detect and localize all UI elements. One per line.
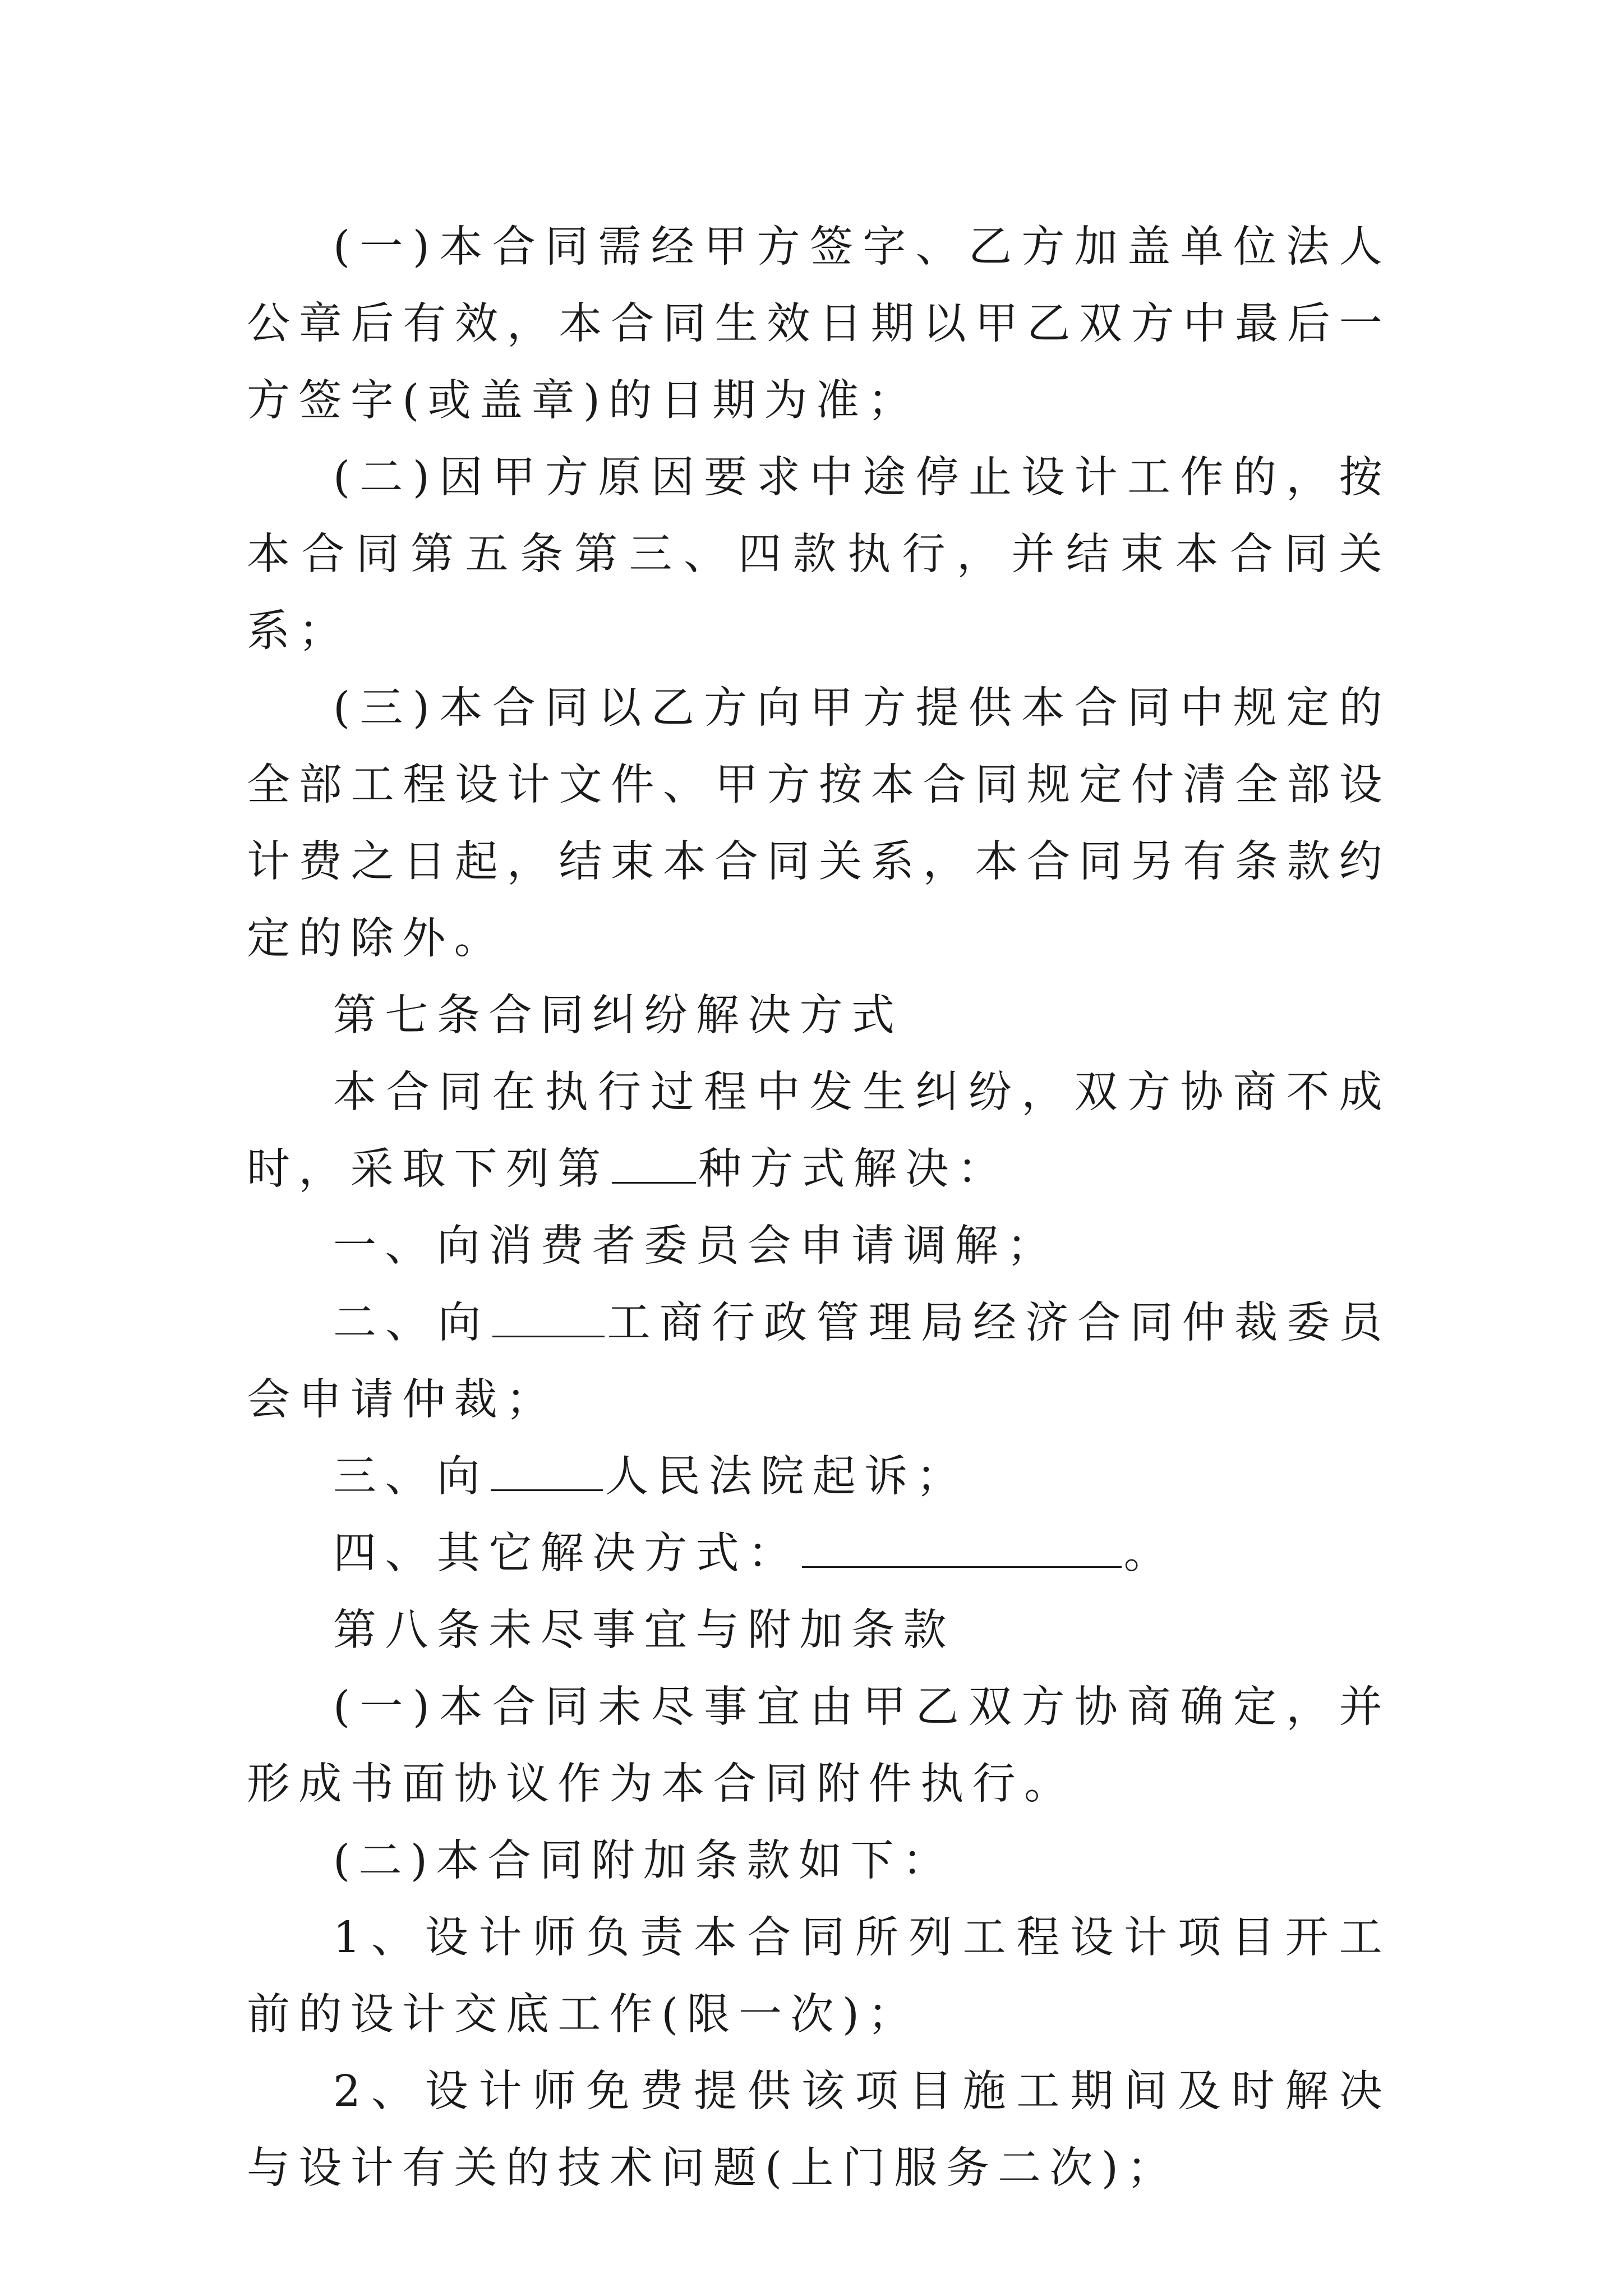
- text-run: 工商行政管理局经济合同仲裁委员会申请仲裁；: [247, 1298, 1391, 1425]
- text-run: 人民法院起诉；: [605, 1452, 969, 1502]
- clause-paragraph: 1、设计师负责本合同所列工程设计项目开工前的设计交底工作(限一次)；: [247, 1913, 1391, 2040]
- clause-paragraph: [247, 1054, 1391, 1208]
- fill-in-blank: [612, 1141, 696, 1184]
- text-run: 四、其它解决方式：: [333, 1529, 800, 1579]
- section-heading-article-7: 第七条合同纠纷解决方式: [333, 991, 903, 1041]
- text-run: 。: [1123, 1529, 1176, 1579]
- document-body: [247, 209, 1391, 2207]
- clause-paragraph: 2、设计师免费提供该项目施工期间及时解决与设计有关的技术问题(上门服务二次)；: [247, 2067, 1391, 2193]
- text-run: 种方式解决：: [698, 1144, 1009, 1194]
- clause-paragraph: 一、向消费者委员会申请调解；: [333, 1221, 1059, 1271]
- clause-paragraph: (一)本合同需经甲方签字、乙方加盖单位法人公章后有效，本合同生效日期以甲乙双方中最后一方签字(或盖章)的日期为准；: [247, 222, 1391, 426]
- fill-in-blank: [802, 1525, 1122, 1568]
- clause-paragraph: (二)因甲方原因要求中途停止设计工作的，按本合同第五条第三、四款执行，并结束本合同关系；: [247, 453, 1391, 656]
- text-run: 二、向: [333, 1298, 490, 1348]
- clause-paragraph: [247, 1438, 1391, 1515]
- clause-paragraph: (三)本合同以乙方向甲方提供本合同中规定的全部工程设计文件、甲方按本合同规定付清全部设计费之日起，结束本合同关系，本合同另有条款约定的除外。: [247, 683, 1391, 964]
- text-run: 三、向: [333, 1452, 489, 1502]
- clause-paragraph: [247, 1285, 1391, 1438]
- fill-in-blank: [492, 1295, 605, 1337]
- text-run: 本合同在执行过程中发生纠纷，双方协商不成时，采取下列第: [247, 1068, 1391, 1194]
- clause-paragraph: [247, 1515, 1391, 1592]
- section-heading-article-8: 第八条未尽事宜与附加条款: [333, 1605, 955, 1655]
- clause-paragraph: (二)本合同附加条款如下：: [333, 1836, 955, 1886]
- fill-in-blank: [491, 1448, 603, 1491]
- clause-paragraph: (一)本合同未尽事宜由甲乙双方协商确定，并形成书面协议作为本合同附件执行。: [247, 1682, 1391, 1809]
